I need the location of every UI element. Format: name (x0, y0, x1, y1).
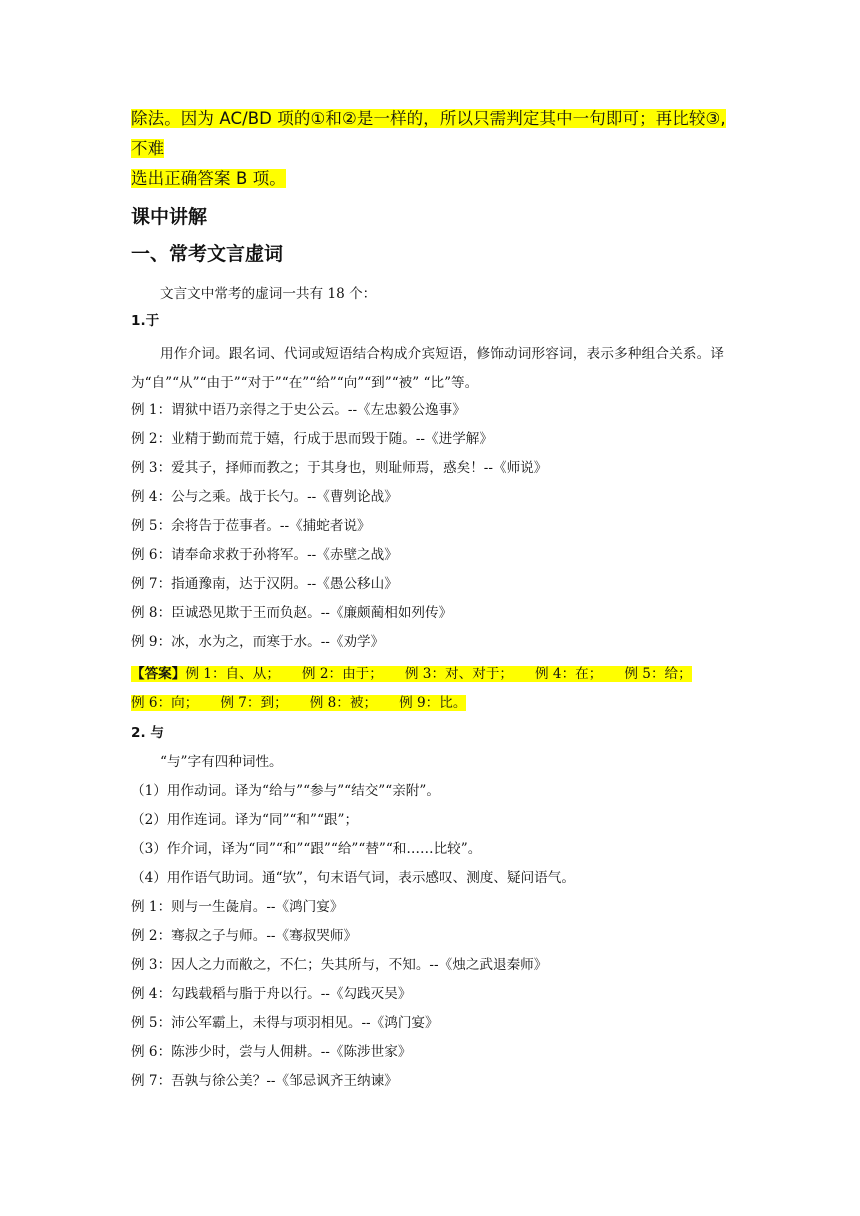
example-line: 例 5：沛公军霸上，未得与项羽相见。--《鸿门宴》 (131, 1015, 439, 1031)
answer-item: 例 6：向； (131, 695, 199, 711)
example-line: 例 2：业精于勤而荒于嬉，行成于思而毁于随。--《进学解》 (131, 431, 493, 447)
answer-item: 例 9：比。 (399, 695, 467, 711)
usage-line: （2）用作连词。译为“同”“和”“跟”； (131, 812, 359, 828)
answer-item: 例 4：在； (535, 666, 603, 682)
subsection-title: 一、常考文言虚词 (131, 243, 284, 265)
intro-highlight (131, 104, 731, 194)
answer-item: 例 8：被； (309, 695, 378, 711)
example-line: 例 4：公与之乘。战于长勺。--《曹刿论战》 (131, 489, 398, 505)
answer-item: 例 5：给； (624, 666, 692, 682)
example-line: 例 5：余将告于莅事者。--《捕蛇者说》 (131, 518, 371, 534)
example-line: 例 1：则与一生彘肩。--《鸿门宴》 (131, 899, 344, 915)
heading-yu-2: 2. 与 (131, 725, 164, 741)
example-line: 例 2：骞叔之子与师。--《骞叔哭师》 (131, 928, 358, 944)
example-line: 例 9：冰，水为之，而寒于水。--《劝学》 (131, 634, 385, 650)
section-title: 课中讲解 (131, 206, 208, 228)
example-line: 例 1：谓狱中语乃亲得之于史公云。--《左忠毅公逸事》 (131, 402, 466, 418)
intro-line-2: 选出正确答案 B 项。 (131, 169, 286, 188)
answer-item: 例 3：对、对于； (404, 666, 514, 682)
usage-line: （3）作介词，译为“同”“和”“跟”“给”“替”“和……比较”。 (131, 841, 482, 857)
answer-item: 例 7：到； (220, 695, 288, 711)
lead-text: 文言文中常考的虚词一共有 18 个： (160, 286, 377, 302)
example-line: 例 7：吾孰与徐公美？--《邹忌讽齐王纳谏》 (131, 1073, 398, 1089)
usage-line: （4）用作语气助词。通“欤”，句末语气词，表示感叹、测度、疑问语气。 (131, 870, 575, 886)
example-line: 例 6：陈涉少时，尝与人佣耕。--《陈涉世家》 (131, 1044, 412, 1060)
example-line: 例 8：臣诚恐见欺于王而负赵。--《廉颇蔺相如列传》 (131, 605, 453, 621)
answer-line-2 (131, 695, 466, 711)
intro-line-1: 除法。因为 AC/BD 项的①和②是一样的，所以只需判定其中一句即可；再比较③,不难 (131, 109, 726, 158)
example-line: 例 3：爱其子，择师而教之；于其身也，则耻师焉，惑矣！--《师说》 (131, 460, 548, 476)
example-line: 例 3：因人之力而敝之，不仁；失其所与，不知。--《烛之武退秦师》 (131, 957, 548, 973)
answer-item: 例 1：自、从； (185, 666, 280, 682)
example-line: 例 7：指通豫南，达于汉阴。--《愚公移山》 (131, 576, 398, 592)
usage-line: （1）用作动词。译为“给与”“参与”“结交”“亲附”。 (131, 783, 440, 799)
answer-tag: 【答案】 (131, 666, 186, 682)
answer-block (131, 660, 726, 718)
example-line: 例 6：请奉命求救于孙将军。--《赤壁之战》 (131, 547, 398, 563)
answer-item: 例 2：由于； (301, 666, 383, 682)
example-line: 例 4：勾践载稻与脂于舟以行。--《勾践灭吴》 (131, 986, 412, 1002)
yu-1-description: 用作介词。跟名词、代词或短语结合构成介宾短语，修饰动词形容词，表示多种组合关系。译为“自”“从”“由于”“对于”“在”“给”“向”“到”“被” “比”等。 (131, 346, 724, 391)
yu-2-description: “与”字有四种词性。 (160, 754, 283, 770)
answer-line-1 (131, 666, 692, 682)
heading-yu-1: 1.于 (131, 313, 160, 329)
